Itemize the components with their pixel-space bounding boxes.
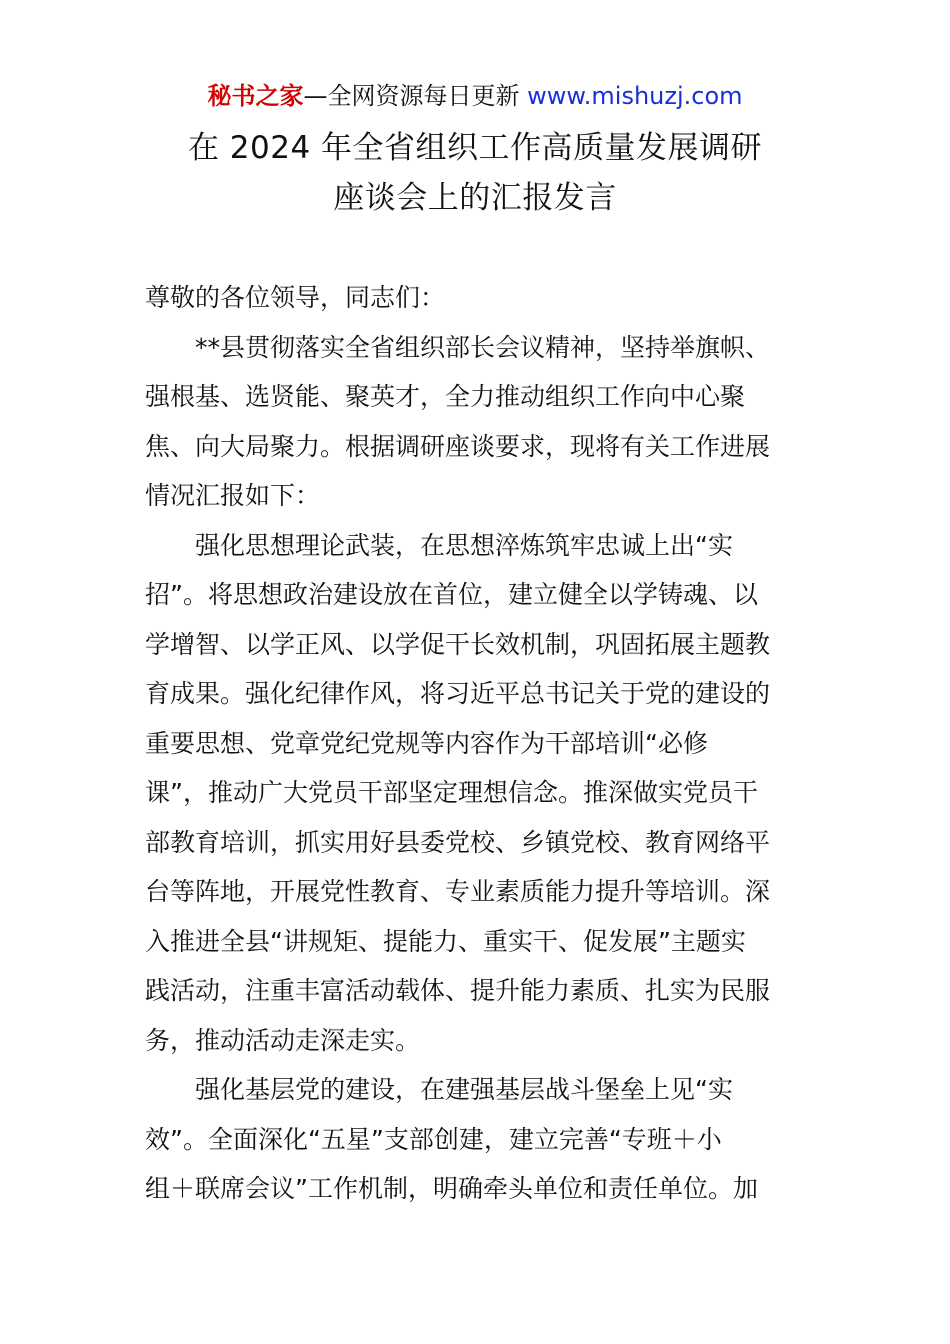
body-line: 践活动，注重丰富活动载体、提升能力素质、扎实为民服 [145, 976, 771, 1005]
body-line: 育成果。强化纪律作风，将习近平总书记关于党的建设的 [145, 679, 771, 708]
banner-tagline: —全网资源每日更新 [303, 82, 528, 110]
body-line: 务，推动活动走深走实。 [145, 1026, 421, 1055]
body-line: 情况汇报如下： [145, 481, 321, 510]
body-line: 课”，推动广大党员干部坚定理想信念。推深做实党员干 [145, 778, 758, 807]
site-banner [0, 80, 950, 112]
body-line: 组＋联席会议”工作机制，明确牵头单位和责任单位。加 [145, 1174, 758, 1203]
body-line: 部教育培训，抓实用好县委党校、乡镇党校、教育网络平 [145, 828, 771, 857]
document-title-line-2: 座谈会上的汇报发言 [333, 180, 617, 216]
body-line: 台等阵地，开展党性教育、专业素质能力提升等培训。深 [145, 877, 771, 906]
body-line: **县贯彻落实全省组织部长会议精神，坚持举旗帜、 [145, 333, 771, 362]
body-line: 效”。全面深化“五星”支部创建，建立完善“专班＋小 [145, 1125, 722, 1154]
body-line: 强化基层党的建设，在建强基层战斗堡垒上见“实 [145, 1075, 733, 1104]
body-line: 强化思想理论武装，在思想淬炼筑牢忠诚上出“实 [145, 531, 733, 560]
body-line: 强根基、选贤能、聚英才，全力推动组织工作向中心聚 [145, 382, 746, 411]
body-line: 学增智、以学正风、以学促干长效机制，巩固拓展主题教 [145, 630, 771, 659]
brand-name: 秘书之家 [207, 82, 304, 110]
document-title-line-1: 在 2024 年全省组织工作高质量发展调研 [187, 130, 763, 166]
site-url-link[interactable]: www.mishuzj.com [527, 82, 743, 110]
salutation: 尊敬的各位领导，同志们： [145, 283, 446, 312]
body-line: 重要思想、党章党纪党规等内容作为干部培训“必修 [145, 729, 708, 758]
body-line: 焦、向大局聚力。根据调研座谈要求，现将有关工作进展 [145, 432, 771, 461]
body-line: 招”。将思想政治建设放在首位，建立健全以学铸魂、以 [145, 580, 758, 609]
body-line: 入推进全县“讲规矩、提能力、重实干、促发展”主题实 [145, 927, 746, 956]
